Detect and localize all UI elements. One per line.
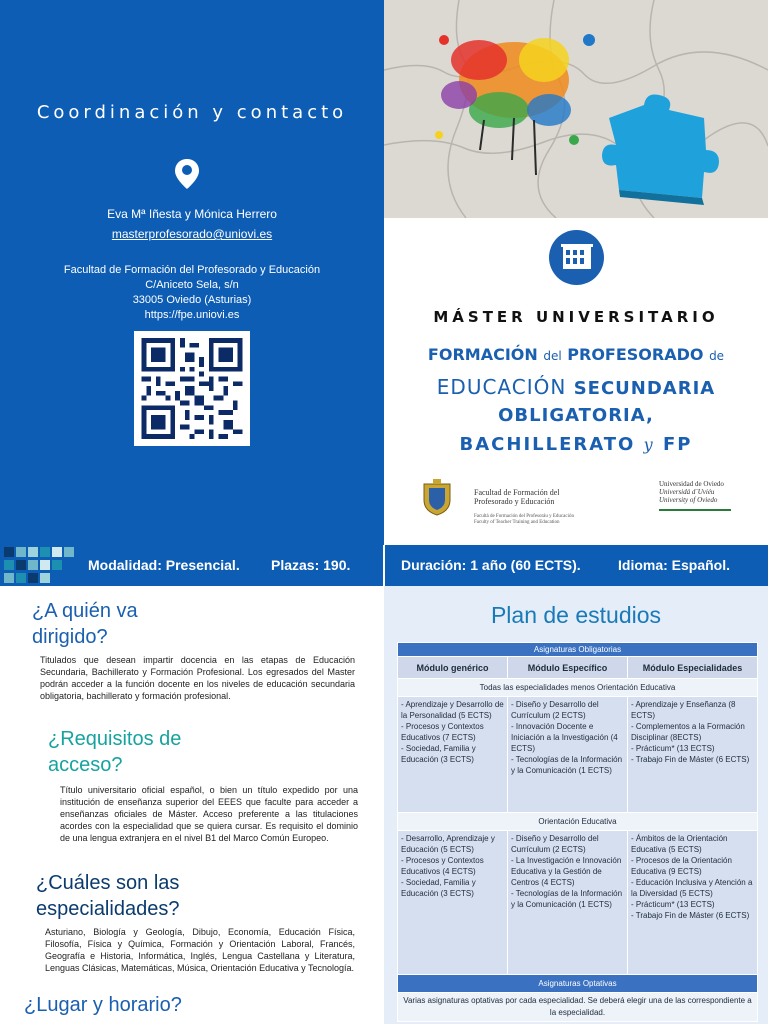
qr-code-image <box>141 338 243 439</box>
text-requisitos: Título universitario oficial español, o bien un título expedido por una institución de enseñanza superior del EEES que faculte para acceder a enseñanzas oficiales de Máster. Acceso preferente a las titulaciones acordes con la especialidad que se quiera cursar. Es requisito el dominio de una lengua extranjera en el nivel B1 del Marco Común Europeo. <box>60 785 358 843</box>
cover-line-bachillerato <box>384 434 768 455</box>
decorative-squares <box>0 545 75 586</box>
modalidad-label: Modalidad: Presencial. <box>88 557 240 573</box>
text-especialidades: Asturiano, Biología y Geología, Dibujo, Economía, Educación Física, Filosofía, Física y Química, Formación y Orientación Laboral, Francés, Geografía e Historia, Informática, Inglés, Lengua Castellana y Literatura, Lenguas Clásicas, Matemáticas, Música, Orientación Educativa y Tecnología. <box>45 927 355 973</box>
idioma-label: Idioma: Español. <box>618 557 731 573</box>
address-line: C/Aniceto Sela, s/n <box>145 279 239 291</box>
plan-panel <box>384 586 768 1024</box>
fp-word: FP <box>662 434 693 455</box>
col-generico: Módulo genérico <box>398 657 508 679</box>
faculty-name-line: Facultad de Formación del <box>474 488 560 497</box>
university-underline <box>659 509 731 511</box>
contact-title: Coordinación y contacto <box>36 102 348 123</box>
university-crest-icon <box>420 478 454 516</box>
col-especifico: Módulo Específico <box>508 657 628 679</box>
puzzle-paint-image <box>384 0 768 218</box>
optativas-header: Asignaturas Optativas <box>398 975 758 993</box>
contact-email-link[interactable]: masterprofesorado@uniovi.es <box>111 227 273 241</box>
contact-panel <box>0 0 384 545</box>
educacion-word: EDUCACIÓN <box>436 375 567 399</box>
bachillerato-word: BACHILLERATO <box>459 434 636 455</box>
profesorado-word: PROFESORADO <box>567 345 704 364</box>
section-orientacion: Orientación Educativa <box>398 813 758 831</box>
heading-requisitos: ¿Requisitos de acceso? <box>48 728 182 776</box>
secundaria-word: SECUNDARIA <box>573 378 716 399</box>
del-word: del <box>543 349 562 363</box>
cover-line-formacion <box>384 345 768 364</box>
col-especialidades: Módulo Especialidades <box>628 657 758 679</box>
faculty-translations <box>474 514 574 526</box>
master-title: MÁSTER UNIVERSITARIO <box>433 308 719 326</box>
plan-title: Plan de estudios <box>490 602 662 628</box>
de-word: de <box>709 349 725 363</box>
section-general: Todas las especialidades menos Orientación Educativa <box>398 679 758 697</box>
heading-lugar: ¿Lugar y horario? <box>24 994 182 1016</box>
formacion-word: FORMACIÓN <box>427 345 538 364</box>
table-cell: - Ámbitos de la Orientación Educativa (5 ECTS) - Procesos de la Orientación Educativa (9 ECTS) - Educación Inclusiva y Atención a la Diversidad (5 ECTS) - Prácticum* (13 ECTS) - Trabajo Fin de Máster (6 ECTS) <box>628 831 758 975</box>
faculty-sub-line: Facultá de Formación del Profesoráu y Educación <box>474 514 574 519</box>
location-pin-icon <box>173 158 201 190</box>
heading-quien: ¿A quién va dirigido? <box>32 600 138 648</box>
info-banner <box>0 545 768 586</box>
address-line: 33005 Oviedo (Asturias) <box>132 294 252 306</box>
faculty-name <box>474 488 560 506</box>
table-cell: - Diseño y Desarrollo del Currículum (2 ECTS) - Innovación Docente e Iniciación a la Investigación (4 ECTS) - Tecnologías de la Información y la Comunicación (1 ECTS) <box>508 697 628 813</box>
banner-divider <box>383 545 385 586</box>
university-line: Universidá d´Uviéu <box>659 488 715 496</box>
y-word: y <box>643 435 655 454</box>
obligatoria-word: OBLIGATORIA, <box>498 405 654 426</box>
website-link[interactable]: https://fpe.uniovi.es <box>144 309 240 321</box>
plan-table <box>397 642 758 1022</box>
cover-panel <box>384 218 768 545</box>
coordinators-names: Eva Mª Iñesta y Mónica Herrero <box>107 207 277 221</box>
faculty-logo <box>549 230 604 285</box>
university-name <box>659 480 724 504</box>
table-cell: - Aprendizaje y Enseñanza (8 ECTS) - Complementos a la Formación Disciplinar (8ECTS) - Prácticum* (13 ECTS) - Trabajo Fin de Máster (6 ECTS) <box>628 697 758 813</box>
address-line: Facultad de Formación del Profesorado y Educación <box>63 264 321 276</box>
university-line: Universidad de Oviedo <box>659 480 724 488</box>
faculty-name-line: Profesorado y Educación <box>474 497 555 506</box>
info-panel <box>0 586 384 1024</box>
contact-address <box>0 263 384 323</box>
cover-line-educacion <box>384 375 768 399</box>
optativas-text: Varias asignaturas optativas por cada especialidad. Se deberá elegir una de las correspondiente a la especialidad. <box>398 993 758 1022</box>
table-cell: - Diseño y Desarrollo del Currículum (2 ECTS) - La Investigación e Innovación Educativa y la Gestión de Centros (4 ECTS) - Tecnologías de la Información y la Comunicación (1 ECTS) <box>508 831 628 975</box>
qr-code[interactable] <box>134 331 250 446</box>
duracion-label: Duración: 1 año (60 ECTS). <box>401 557 581 573</box>
faculty-sub-line: Faculty of Teacher Training and Education <box>474 520 560 525</box>
plazas-label: Plazas: 190. <box>271 557 351 573</box>
text-quien: Titulados que desean impartir docencia en las etapas de Educación Secundaria, Bachillerato y Formación Profesional. Los egresados del Master podrán acceder a la función docente en los niveles de educación secundaria obligatoria, bachillerato y formación profesional. <box>40 655 355 701</box>
university-line: University of Oviedo <box>659 496 718 504</box>
table-cell: - Aprendizaje y Desarrollo de la Personalidad (5 ECTS) - Procesos y Contextos Educativos (7 ECTS) - Sociedad, Familia y Educación (3 ECTS) <box>398 697 508 813</box>
obligatorias-header: Asignaturas Obligatorias <box>398 643 758 657</box>
table-cell: - Desarrollo, Aprendizaje y Educación (5 ECTS) - Procesos y Contextos Educativos (4 ECTS) - Sociedad, Familia y Educación (3 ECTS) <box>398 831 508 975</box>
heading-especialidades: ¿Cuáles son las especialidades? <box>36 872 180 920</box>
